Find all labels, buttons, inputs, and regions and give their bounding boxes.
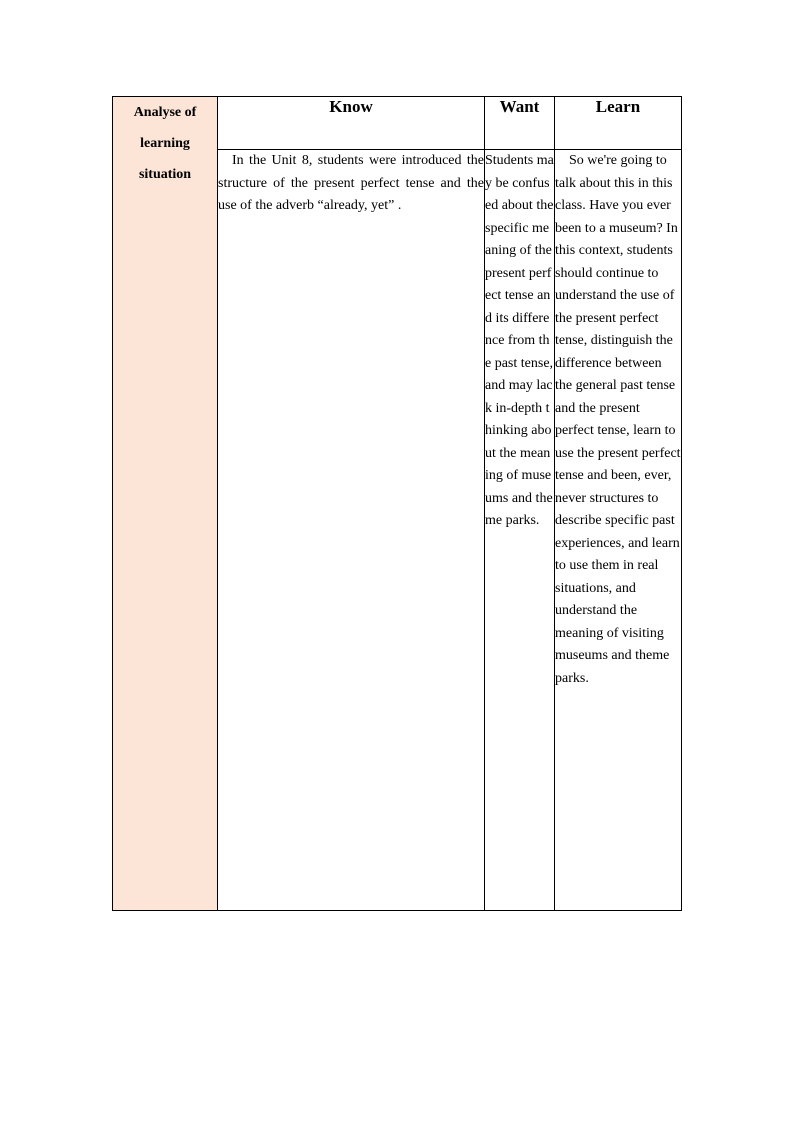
learn-content: So we're going to talk about this in this class. Have you ever been to a museum? In this context, students should continue to understand the use of the present perfect tense, distinguish the difference between the general past tense and the present perfect tense, learn to use the present perfect tense and been, ever, never structures to describe specific past experiences, and learn to use them in real situations, and understand the meaning of visiting museums and theme parks. — [555, 150, 682, 911]
kwl-table — [112, 96, 682, 911]
analyse-label: Analyse of learning situation — [133, 105, 197, 182]
header-row — [113, 97, 682, 150]
want-header: Want — [485, 97, 555, 150]
know-header: Know — [218, 97, 485, 150]
know-content: In the Unit 8, students were introduced the structure of the present perfect tense and the use of the adverb “already, yet” . — [218, 150, 485, 911]
want-content: Students may be confused about the specific meaning of the present perfect tense and its difference from the past tense, and may lack in-depth thinking about the meaning of museums and theme parks. — [485, 150, 555, 911]
learn-header: Learn — [555, 97, 682, 150]
analyse-label-cell — [113, 97, 218, 911]
